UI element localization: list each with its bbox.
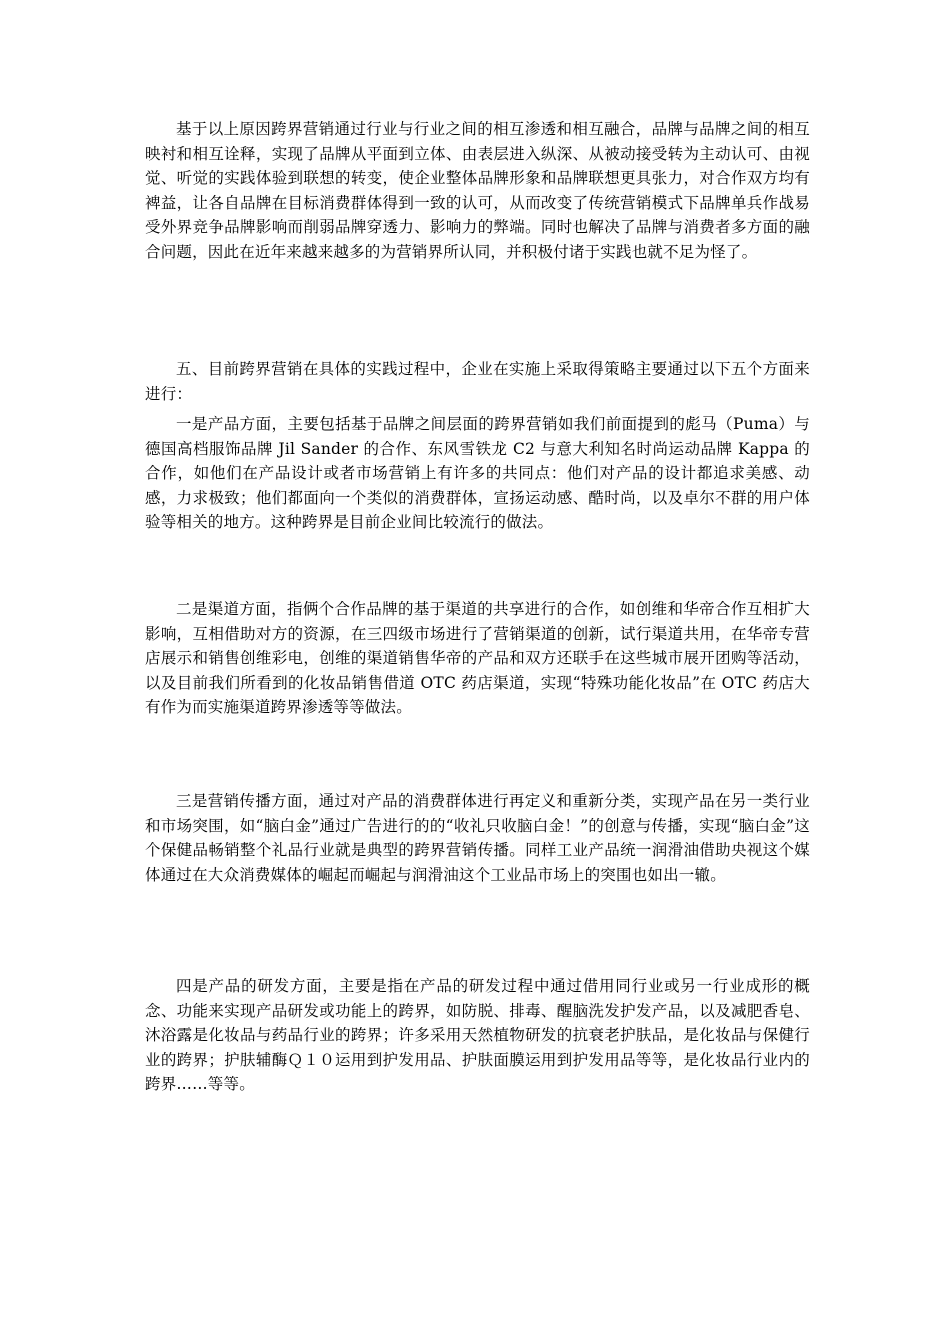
- paragraph-cross-border-summary: 基于以上原因跨界营销通过行业与行业之间的相互渗透和相互融合，品牌与品牌之间的相互映衬和相互诠释，实现了品牌从平面到立体、由表层进入纵深、从被动接受转为主动认可、由视觉、听觉的实践体验到联想的转变，使企业整体品牌形象和品牌联想更具张力，对合作双方均有裨益，让各自品牌在目标消费群体得到一致的认可，从而改变了传统营销模式下品牌单兵作战易受外界竞争品牌影响而削弱品牌穿透力、影响力的弊端。同时也解决了品牌与消费者多方面的融合问题，因此在近年来越来越多的为营销界所认同，并积极付诸于实践也就不足为怪了。: [145, 120, 810, 261]
- paragraph-rnd-aspect: 四是产品的研发方面，主要是指在产品的研发过程中通过借用同行业或另一行业成形的概念、功能来实现产品研发或功能上的跨界，如防脱、排毒、醒脑洗发护发产品，以及减肥香皂、沐浴露是化妆品与药品行业的跨界；许多采用天然植物研发的抗衰老护肤品，是化妆品与保健行业的跨界；护肤辅酶Ｑ１０运用到护发用品、护肤面膜运用到护发用品等等，是化妆品行业内的跨界……等等。: [145, 977, 810, 1094]
- paragraph-product-aspect: 一是产品方面，主要包括基于品牌之间层面的跨界营销如我们前面提到的彪马（Puma）与德国高档服饰品牌 Jil Sander 的合作、东风雪铁龙 C2 与意大利知名时尚运动品牌 Kappa 的合作，如他们在产品设计或者市场营销上有许多的共同点：他们对产品的设计都追求美感、动感，力求极致；他们都面向一个类似的消费群体，宣扬运动感、酷时尚，以及卓尔不群的用户体验等相关的地方。这种跨界是目前企业间比较流行的做法。: [145, 415, 810, 532]
- paragraph-section-five-heading: 五、目前跨界营销在具体的实践过程中，企业在实施上采取得策略主要通过以下五个方面来进行：: [145, 360, 810, 403]
- paragraph-communication-aspect: 三是营销传播方面，通过对产品的消费群体进行再定义和重新分类，实现产品在另一类行业和市场突围，如“脑白金”通过广告进行的的“收礼只收脑白金！”的创意与传播，实现“脑白金”这个保健品畅销整个礼品行业就是典型的跨界营销传播。同样工业产品统一润滑油借助央视这个媒体通过在大众消费媒体的崛起而崛起与润滑油这个工业品市场上的突围也如出一辙。: [145, 792, 810, 884]
- paragraph-channel-aspect: 二是渠道方面，指俩个合作品牌的基于渠道的共享进行的合作，如创维和华帝合作互相扩大影响，互相借助对方的资源，在三四级市场进行了营销渠道的创新，试行渠道共用，在华帝专营店展示和销售创维彩电，创维的渠道销售华帝的产品和双方还联手在这些城市展开团购等活动，以及目前我们所看到的化妆品销售借道 OTC 药店渠道，实现“特殊功能化妆品”在 OTC 药店大有作为而实施渠道跨界渗透等等做法。: [145, 600, 810, 717]
